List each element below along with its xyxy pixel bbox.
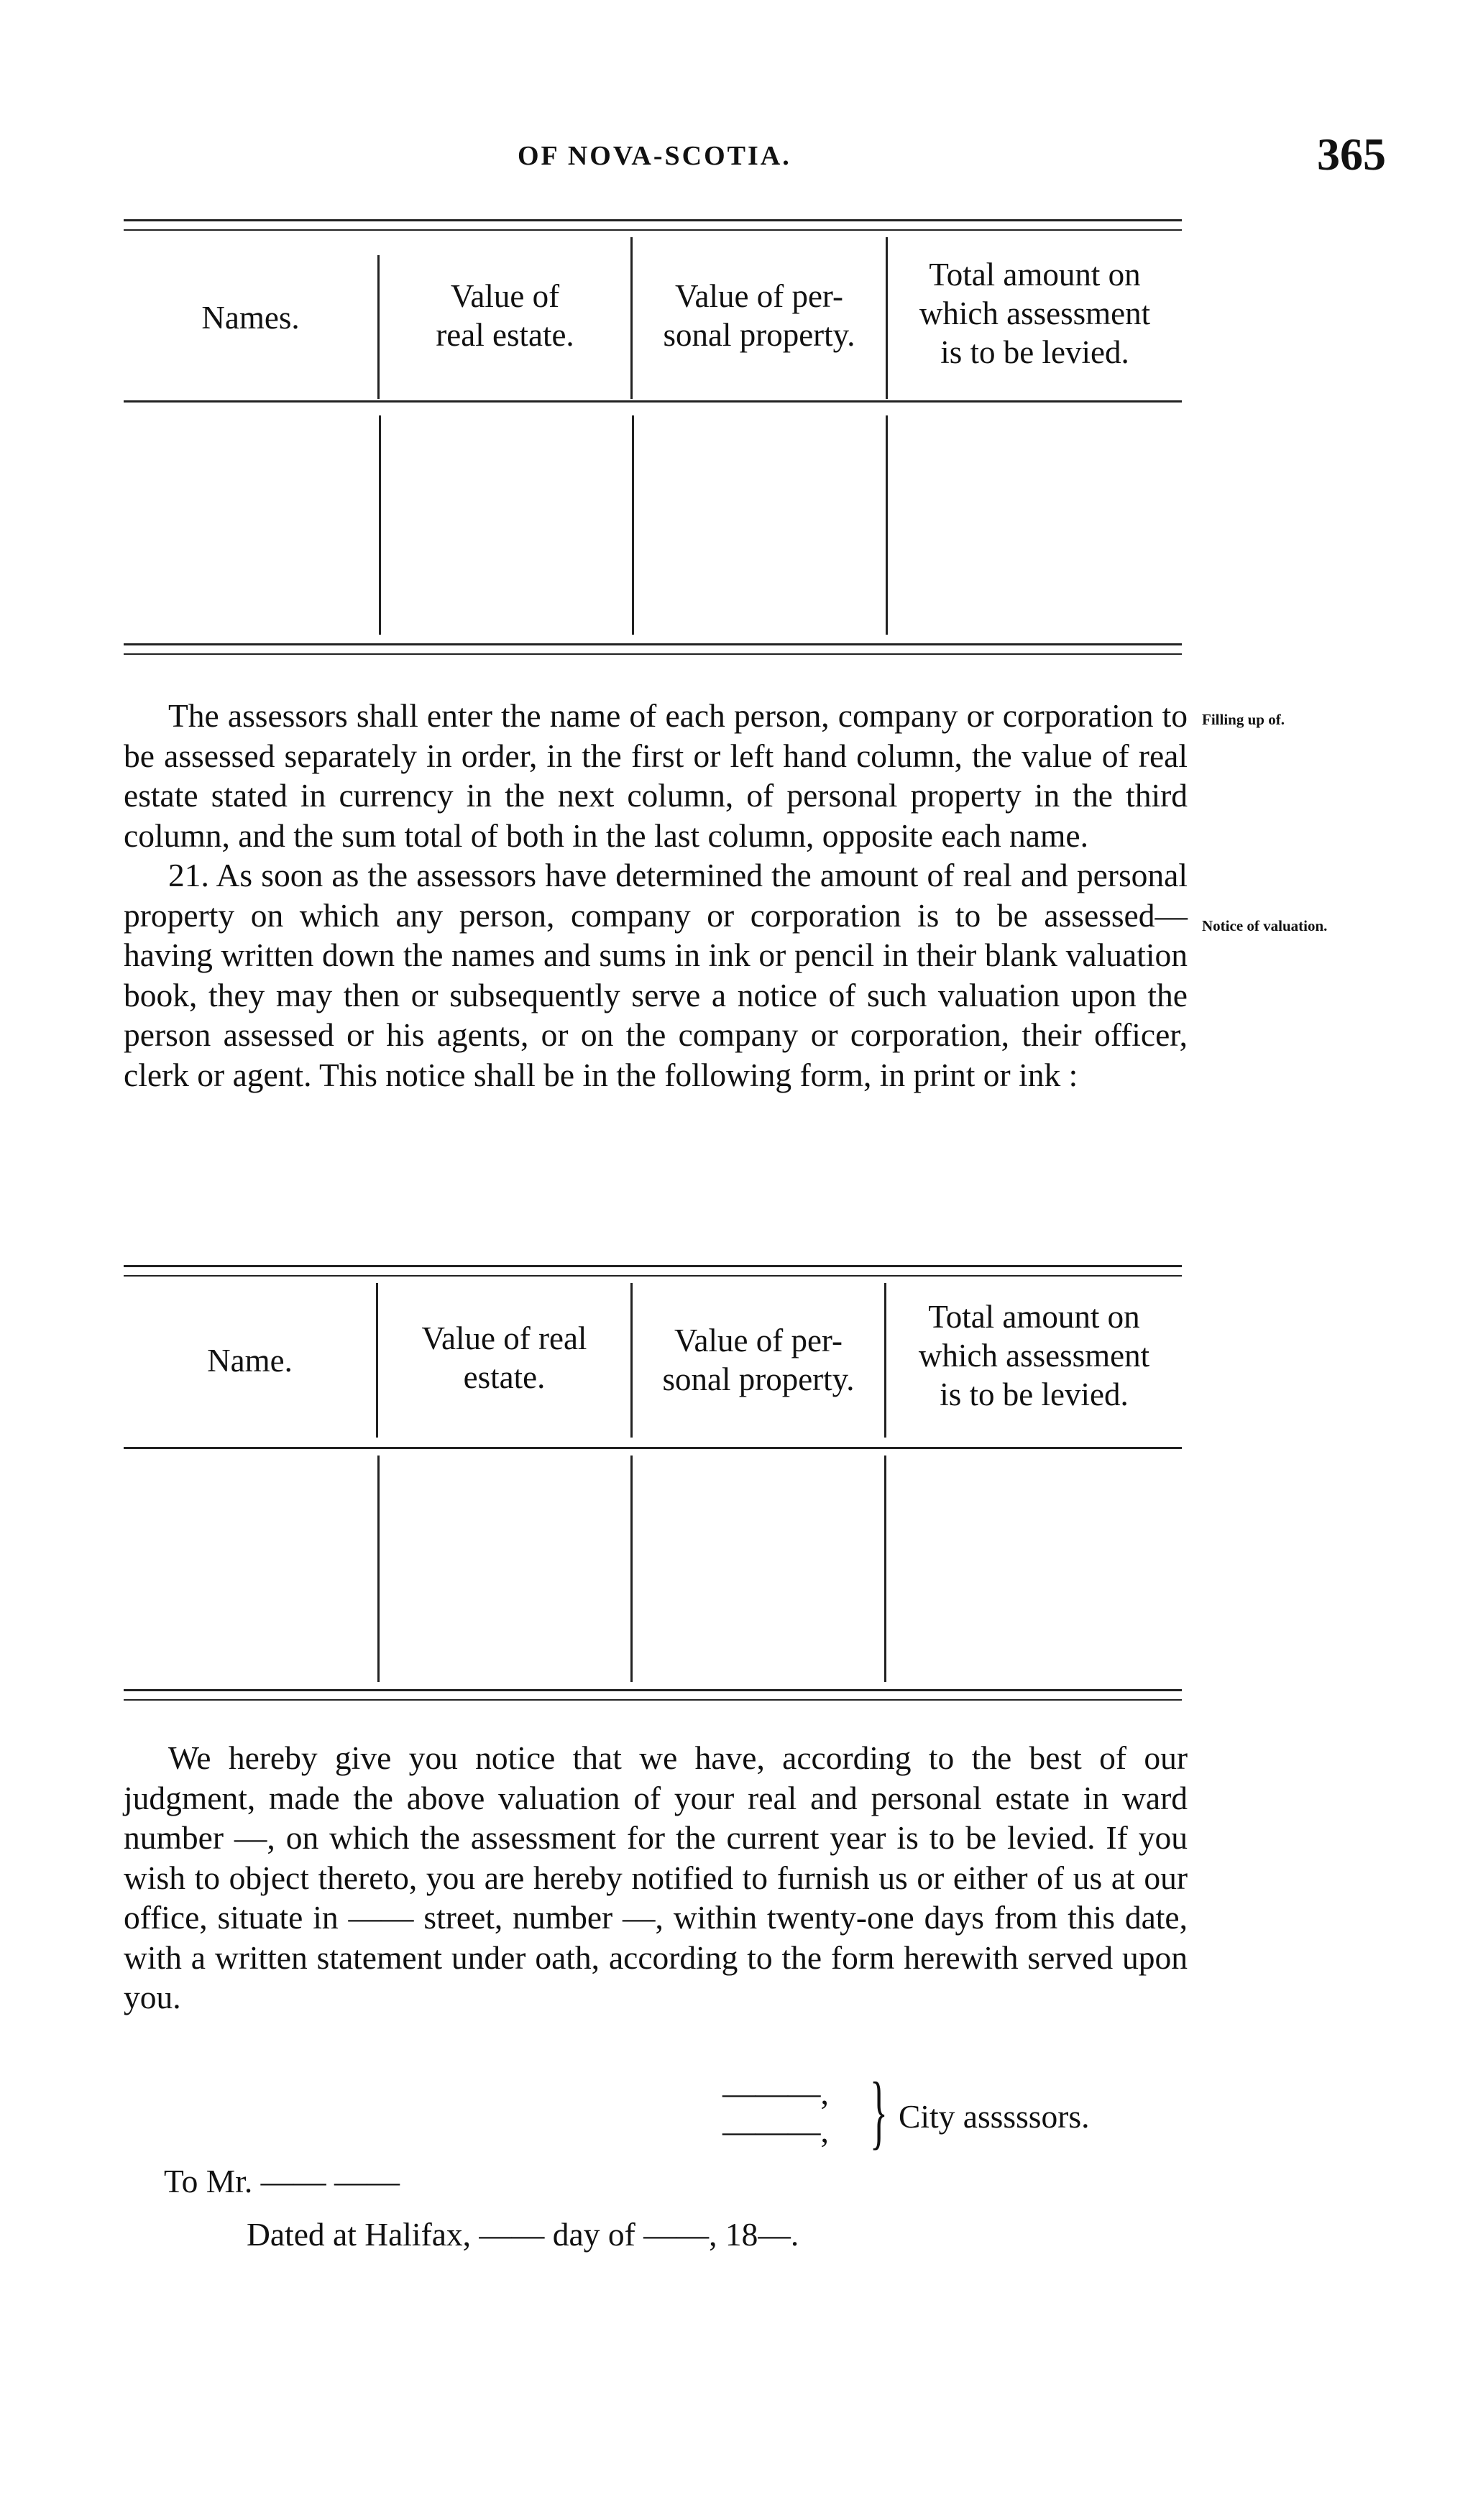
column-header-name	[124, 1341, 376, 1380]
header-line: Total amount on	[928, 1299, 1140, 1335]
column-divider	[884, 1456, 886, 1682]
header-line: is to be levied.	[940, 1376, 1129, 1412]
table-bottom-rule-inner	[124, 653, 1182, 655]
column-header-names	[124, 298, 377, 337]
column-divider	[377, 1456, 380, 1682]
dated-line: Dated at Halifax, —— day of ——, 18—.	[247, 2216, 799, 2253]
column-divider	[886, 415, 888, 635]
signature-label: City asssssors.	[899, 2098, 1090, 2135]
header-rule	[124, 400, 1182, 403]
column-header-real-estate	[378, 1319, 630, 1397]
signature-line: ———,	[722, 2112, 829, 2149]
brace-glyph: }	[870, 2066, 888, 2157]
header-line: sonal property.	[662, 1361, 855, 1397]
column-divider	[632, 415, 634, 635]
table-bottom-rule	[124, 1689, 1182, 1691]
table-top-rule	[124, 219, 1182, 221]
table-top-rule	[124, 1265, 1182, 1267]
header-line: estate.	[463, 1359, 546, 1395]
header-line: real estate.	[436, 317, 574, 353]
page-number: 365	[1317, 129, 1386, 180]
paragraph-filling: The assessors shall enter the name of each person, company or corporation to be assessed separately in order, in the first or left hand column, the value of real estate stated in currency in the next column, of personal property in the third column, and the sum total of both in the last column, opposite each name.	[124, 697, 1188, 854]
sidenote-notice: Notice of valuation.	[1202, 917, 1328, 934]
header-line: which assessment	[919, 295, 1151, 331]
header-line: which assessment	[918, 1338, 1150, 1374]
table-bottom-rule-inner	[124, 1699, 1182, 1701]
column-header-personal-property	[633, 277, 886, 354]
signature-block	[722, 2074, 829, 2150]
table-top-rule-inner	[124, 1275, 1182, 1277]
column-header-total-amount	[888, 255, 1182, 372]
column-divider	[379, 415, 381, 635]
column-header-real-estate	[380, 277, 630, 354]
addressee-line: To Mr. —— ——	[164, 2163, 400, 2199]
notice-paragraph: We hereby give you notice that we have, according to the best of our judgment, made the above valuation of your real and personal estate in ward number —, on which the assessment for the current year is to be levied. If you wish to object thereto, you are hereby notified to furnish us or either of us at our office, situate in —— street, number —, within twenty-one days from this date, with a written statement under oath, according to the form herewith served upon you.	[124, 1739, 1188, 2015]
header-rule	[124, 1447, 1182, 1449]
header-line: is to be levied.	[940, 334, 1129, 370]
header-line: Names.	[201, 300, 300, 336]
column-header-total-amount	[886, 1297, 1182, 1414]
column-divider	[630, 1456, 633, 1682]
signature-line: ———,	[722, 2074, 829, 2111]
header-line: Total amount on	[929, 257, 1141, 293]
header-line: Value of real	[421, 1320, 587, 1356]
running-header: OF NOVA-SCOTIA.	[518, 141, 791, 171]
header-line: Value of	[450, 278, 560, 314]
body-paragraphs	[124, 696, 1188, 1095]
table-top-rule-inner	[124, 229, 1182, 231]
sidenote-filling: Filling up of.	[1202, 711, 1285, 728]
header-line: Value of per-	[675, 278, 843, 314]
header-line: sonal property.	[663, 317, 855, 353]
notice-form-text	[124, 1738, 1188, 2018]
paragraph-21: 21. As soon as the assessors have determined the amount of real and personal property on which any person, company or corporation is to be assessed—having written down the names and sums in ink or pencil in their blank valuation book, they may then or subsequently serve a notice of such valuation upon the person assessed or his agents, or on the company or corporation, their officer, clerk or agent. This notice shall be in the following form, in print or ink :	[124, 857, 1188, 1093]
column-header-personal-property	[633, 1321, 884, 1399]
header-line: Name.	[207, 1343, 293, 1379]
header-line: Value of per-	[674, 1323, 843, 1358]
table-bottom-rule	[124, 643, 1182, 645]
